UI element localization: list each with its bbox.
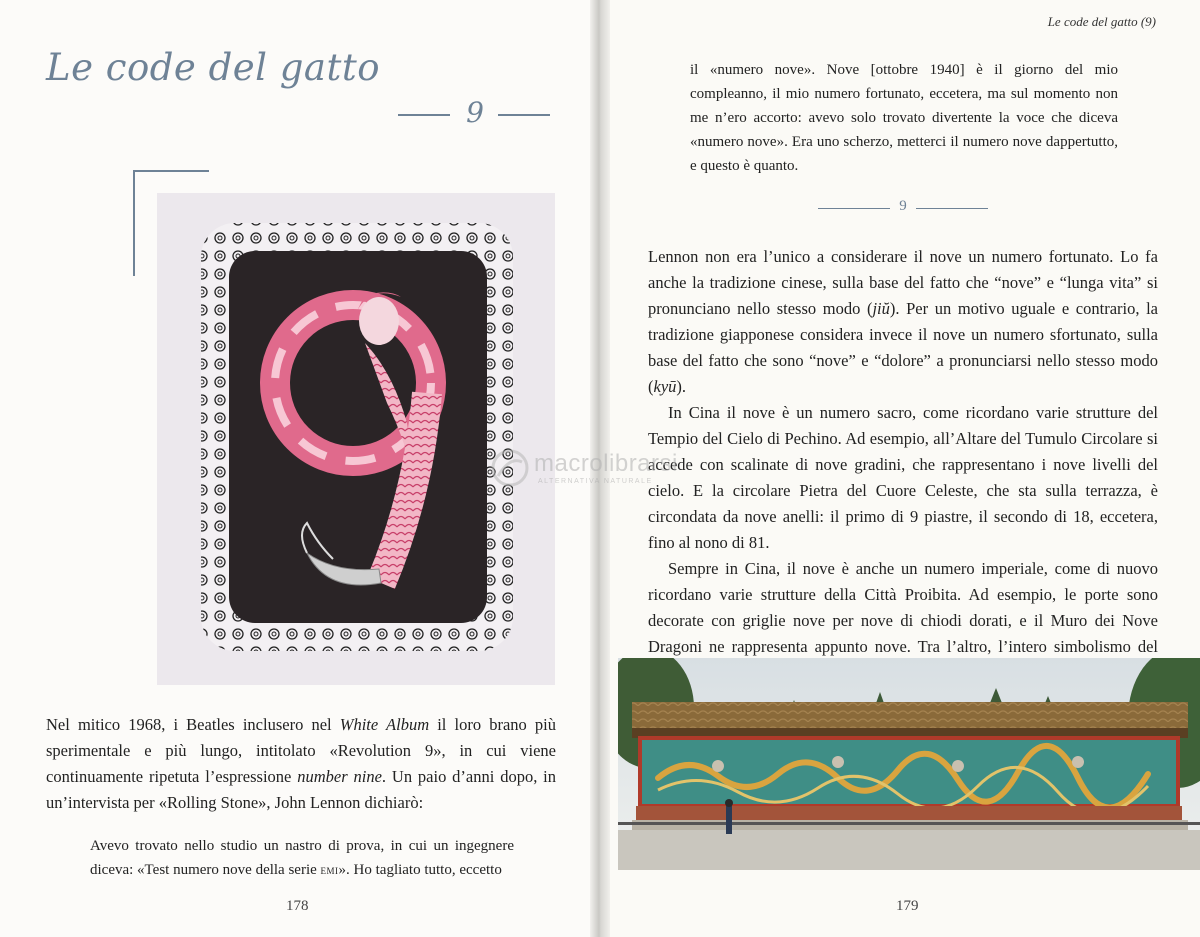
lennon-quote-continued: il «numero nove». Nove [ottobre 1940] è il giorno del mio compleanno, il mio numero fortunato, eccetera, ma sul momento non me n’ero accorto: avevo solo trovato divertente la voce che diceva «numero nove». Era uno scherzo, metterci il numero nove dappertutto, e questo è quanto. xyxy=(690,62,1118,174)
page-number-right: 179 xyxy=(896,898,919,914)
text-run: Sempre in Cina, il nove è anche un numero imperiale, come di nuovo ricordano varie strutture della Città Proibita. Ad esempio, le porte sono decorate con griglie nove per nove di chiodi dorati, e il Muro dei Nove Dragoni ne rappresenta appunto nove. Tra l’altro, l’intero simbolismo del xyxy=(648,559,1158,656)
text-run-italic: White Album xyxy=(339,715,430,734)
text-run: ). Per un motivo uguale e contrario, la tradizione giapponese considera invece il nove un numero sfortunato, sulla base del fatto che sono “nove” e “dolore” a pronunciarsi nello stesso modo ( xyxy=(648,299,1159,396)
page-number-left: 178 xyxy=(286,898,309,914)
text-run: Lennon non era l’unico a considerare il nove un numero fortunato. Lo fa anche la tradizione cinese, sulla base del fatto che “nove” e “lunga vita” si pronunciano nello stesso modo ( xyxy=(648,247,1158,318)
text-run: In Cina il nove è un numero sacro, come ricordano varie strutture del Tempio del Cielo di Pechino. Ad esempio, all’Altare del Tumulo Circolare si accede con scalinate di nove gradini, che rappresentano i nove livelli del cielo. E la circolare Pietra del Cuore Celeste, che sta sulla terrazza, è circondata da nove anelli: il primo di 9 piastre, il secondo di 18, eccetera, fino al nono di 81. xyxy=(648,403,1158,552)
ornament-line-left xyxy=(398,114,450,116)
running-head: Le code del gatto (9) xyxy=(1047,14,1156,29)
right-page xyxy=(602,0,1200,937)
divider-line-right xyxy=(916,208,988,209)
section-divider xyxy=(818,196,988,220)
chapter-number-ornament xyxy=(398,96,552,132)
ornament-line-right xyxy=(498,114,550,116)
divider-line-left xyxy=(818,208,890,209)
nine-mermaid-illustration xyxy=(157,193,555,685)
chapter-number: 9 xyxy=(466,96,484,129)
paragraph xyxy=(648,244,1158,400)
lennon-quote xyxy=(90,834,514,882)
quote-run: ». Ho tagliato tutto, eccetto xyxy=(338,862,502,878)
art-deco-nine-mermaid-icon xyxy=(157,193,555,685)
quote-run-small-caps: emi xyxy=(320,862,339,877)
text-run-italic: jiŭ xyxy=(872,299,890,318)
watermark-tagline: ALTERNATIVA NATURALE xyxy=(538,478,653,485)
watermark xyxy=(490,446,690,492)
watermark-text: macrolibrarsi xyxy=(534,450,678,477)
macrolibrarsi-logo-icon xyxy=(490,448,530,488)
text-run: . Un paio d’anni dopo, in un’intervista per «Rolling Stone», John Lennon dichiarò: xyxy=(46,767,557,812)
nine-dragon-wall-photo xyxy=(618,658,1200,870)
divider-number: 9 xyxy=(899,198,907,214)
quote-run: Avevo trovato nello studio un nastro di prova, in cui un ingegnere diceva: «Test numero nove della serie xyxy=(90,838,514,878)
text-run-italic: number nine xyxy=(297,767,382,786)
nine-dragon-wall-icon xyxy=(618,658,1200,870)
text-run: il loro brano più sperimentale e più lungo, intitolato «Revolution 9», in cui viene continuamente ripetuta l’espressione xyxy=(46,715,556,786)
body-paragraph xyxy=(46,712,556,816)
text-run-italic: kyū xyxy=(653,377,677,396)
text-run: Nel mitico 1968, i Beatles inclusero nel xyxy=(46,715,340,734)
chapter-title: Le code del gatto xyxy=(46,46,381,89)
paragraph xyxy=(648,400,1158,556)
text-run: ). xyxy=(676,377,687,396)
